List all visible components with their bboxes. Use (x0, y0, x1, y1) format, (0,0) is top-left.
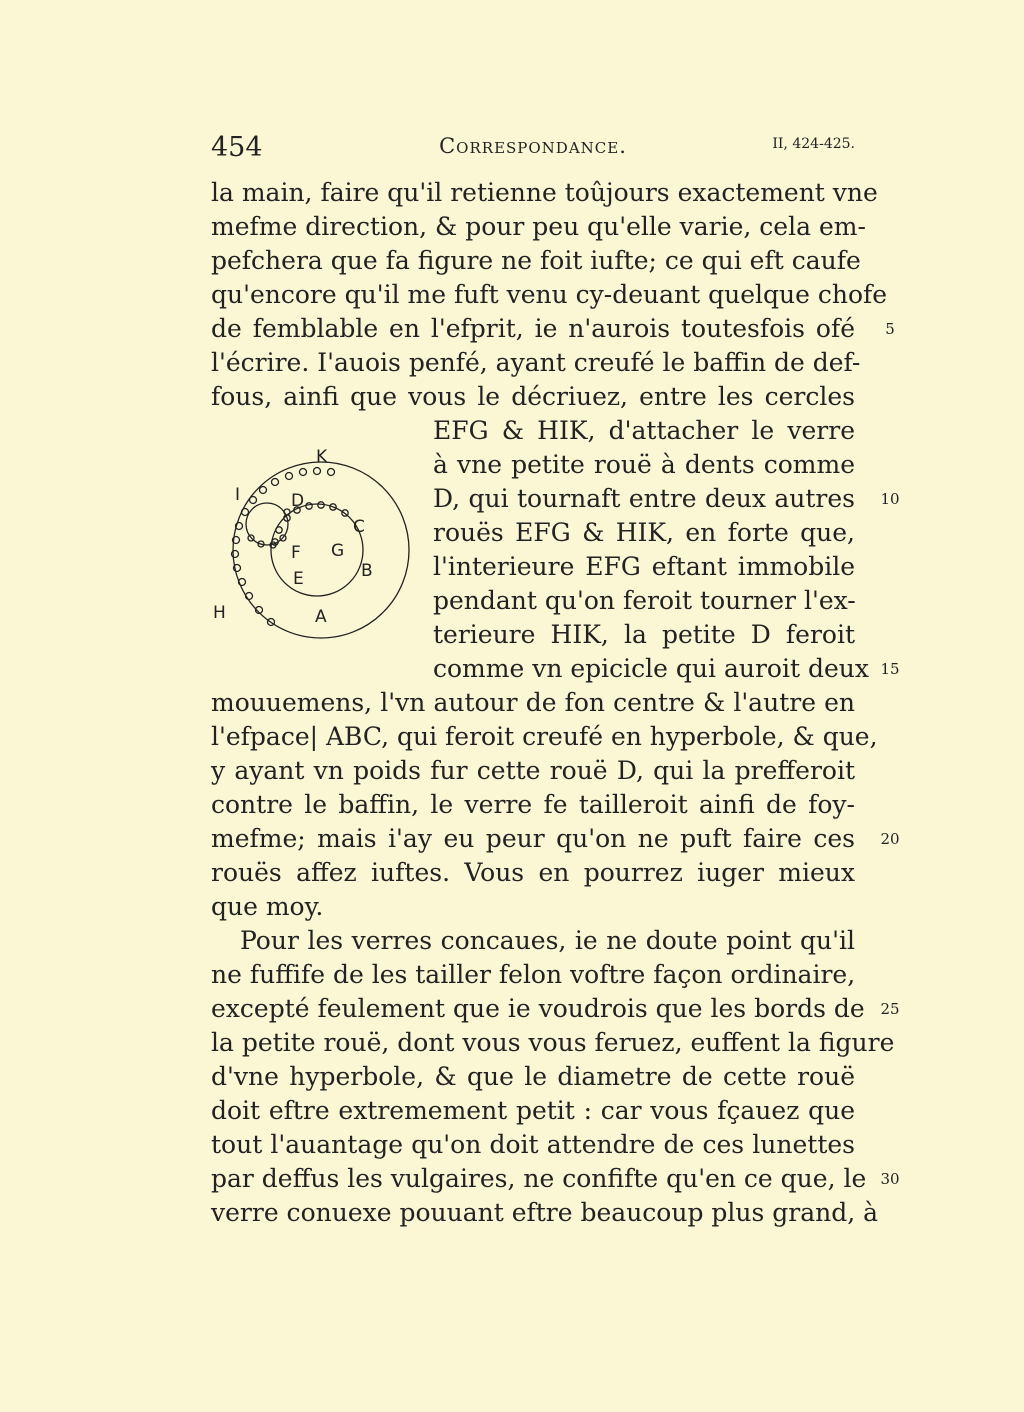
text-line: mouuemens, l'vn autour de fon centre & l'autre en (211, 688, 855, 717)
text-line: qu'encore qu'il me fuft venu cy-deuant quelque chofe (211, 280, 888, 309)
label-k: K (316, 447, 328, 467)
gear-teeth-outer (232, 468, 335, 626)
text-line: que moy. (211, 892, 324, 921)
label-h: H (213, 603, 226, 623)
label-b: B (361, 561, 373, 581)
label-i: I (235, 485, 241, 505)
small-wheel-d (246, 503, 288, 545)
text-line: pendant qu'on feroit tourner l'ex- (433, 586, 856, 615)
line-number: 25 (880, 1000, 900, 1018)
text-line: la petite rouë, dont vous vous feruez, euffent la figure (211, 1028, 895, 1057)
page-reference: II, 424-425. (772, 136, 855, 152)
line-number: 10 (880, 490, 900, 508)
page-number: 454 (211, 132, 263, 163)
text-line: rouës affez iuftes. Vous en pourrez iuger mieux (211, 858, 855, 887)
text-line: par deffus les vulgaires, ne confifte qu'en ce que, le (211, 1164, 867, 1193)
text-line: tout l'auantage qu'on doit attendre de ces lunettes (211, 1130, 855, 1159)
line-number: 20 (880, 830, 900, 848)
text-line: excepté feulement que ie voudrois que les bords de (211, 994, 865, 1023)
text-line: y ayant vn poids fur cette rouë D, qui la prefferoit (211, 756, 855, 785)
label-f: F (291, 543, 301, 563)
text-line: mefme direction, & pour peu qu'elle varie, cela em- (211, 212, 866, 241)
label-c: C (353, 517, 365, 537)
text-line: l'interieure EFG eftant immobile (433, 552, 855, 581)
text-line: contre le baffin, le verre fe tailleroit ainfi de foy- (211, 790, 855, 819)
text-line: terieure HIK, la petite D feroit (433, 620, 855, 649)
text-line: mefme; mais i'ay eu peur qu'on ne puft faire ces (211, 824, 855, 853)
text-line: Pour les verres concaues, ie ne doute point qu'il (240, 926, 855, 955)
gear-teeth-small (248, 509, 290, 548)
text-line: à vne petite rouë à dents comme (433, 450, 855, 479)
text-line: pefchera que fa figure ne foit iufte; ce qui eft caufe (211, 246, 861, 275)
text-line: fous, ainfi que vous le décriuez, entre les cercles (211, 382, 855, 411)
text-line: d'vne hyperbole, & que le diametre de cette rouë (211, 1062, 855, 1091)
label-d: D (291, 491, 305, 511)
line-number: 30 (880, 1170, 900, 1188)
inner-circle (271, 504, 363, 596)
text-line: l'écrire. I'auois penfé, ayant creufé le baffin de def- (211, 348, 861, 377)
text-line: de femblable en l'efprit, ie n'aurois toutesfois ofé (211, 314, 855, 343)
label-g: G (331, 541, 345, 561)
text-line: comme vn epicicle qui auroit deux (433, 654, 869, 683)
text-line: EFG & HIK, d'attacher le verre (433, 416, 855, 445)
label-a: A (315, 607, 327, 627)
text-line: la main, faire qu'il retienne toûjours exactement vne (211, 178, 878, 207)
text-line: doit eftre extremement petit : car vous fçauez que (211, 1096, 855, 1125)
running-title: Correspondance. (439, 134, 627, 158)
page-header (211, 126, 855, 166)
gear-diagram (205, 440, 425, 660)
text-line: ne fuffife de les tailler felon voftre façon ordinaire, (211, 960, 856, 989)
label-e: E (293, 569, 304, 589)
line-number: 15 (880, 660, 900, 678)
text-line: verre conuexe pouuant eftre beaucoup plus grand, à (211, 1198, 879, 1227)
text-line: rouës EFG & HIK, en forte que, (433, 518, 855, 547)
line-number: 5 (885, 320, 895, 338)
text-line: D, qui tournaft entre deux autres (433, 484, 855, 513)
text-line: l'efpace| ABC, qui feroit creufé en hyperbole, & que, (211, 722, 878, 751)
